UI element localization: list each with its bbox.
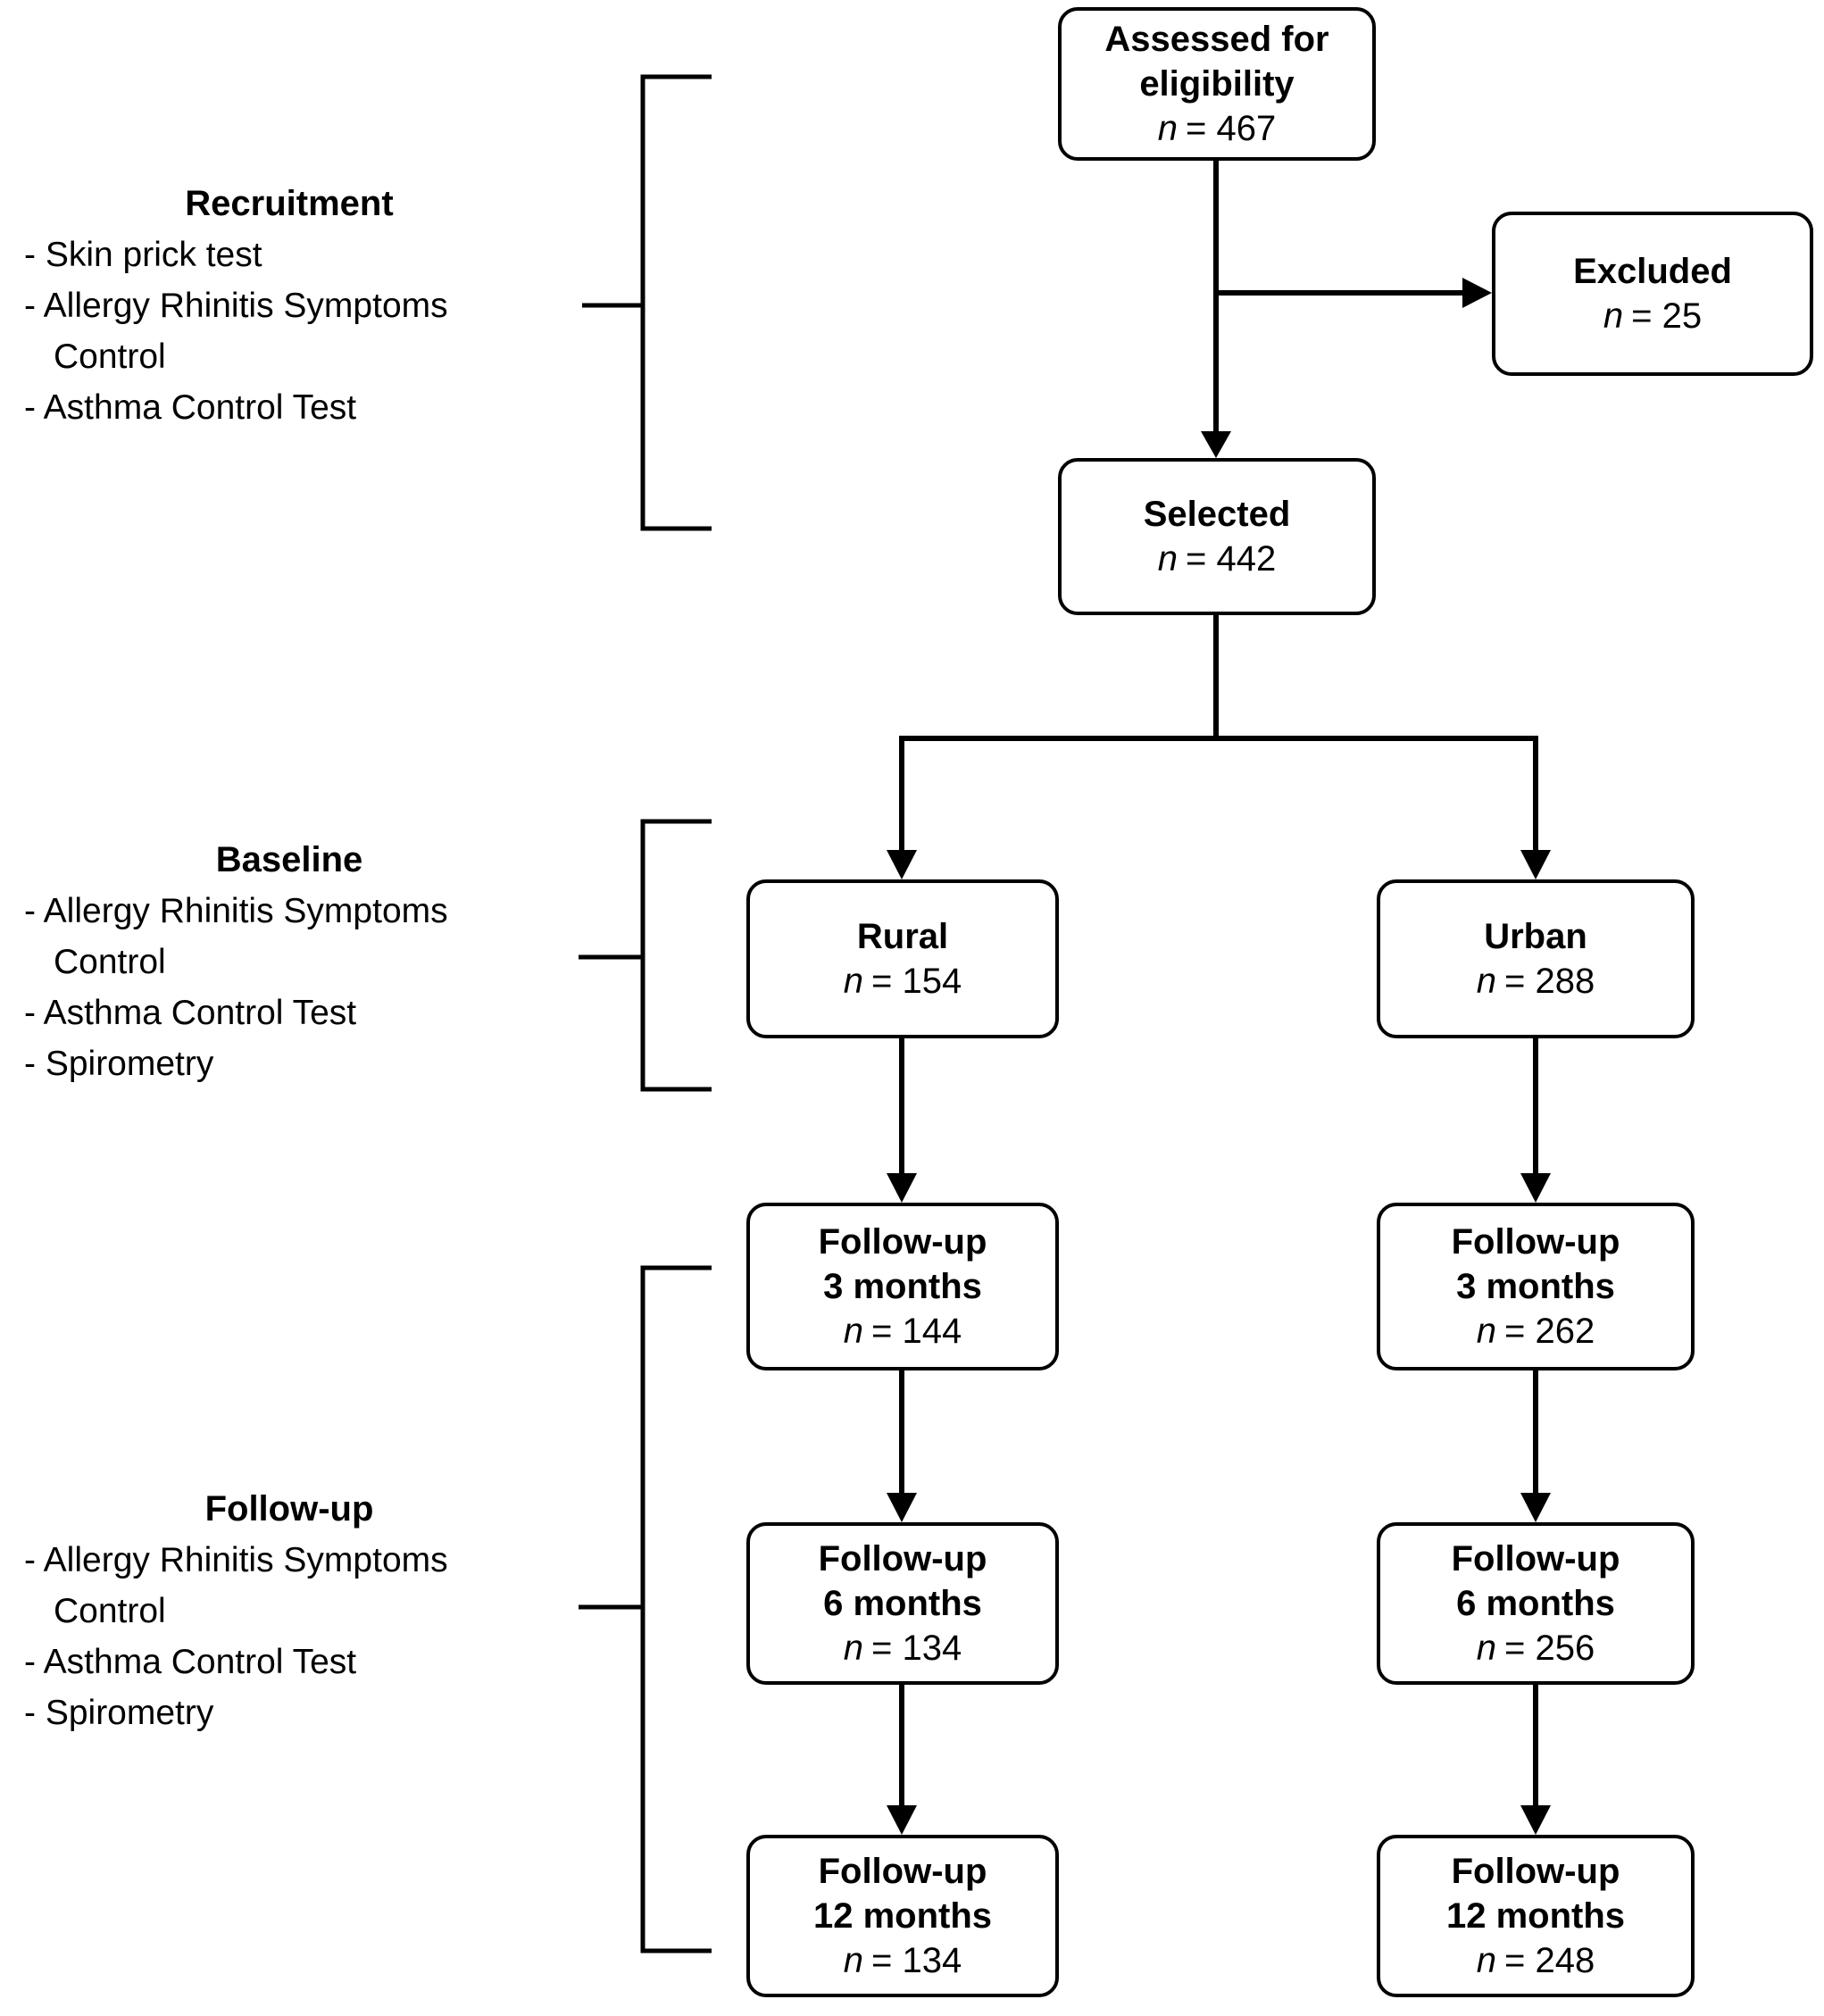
- box-count: n = 467: [1157, 109, 1277, 148]
- box-urban: [1377, 879, 1695, 1038]
- box-count: n = 262: [1476, 1312, 1595, 1351]
- stage-label-followup: [12, 1484, 566, 1738]
- box-count: n = 256: [1476, 1629, 1595, 1668]
- box-urban-followup-6-months: [1377, 1522, 1695, 1685]
- box-rural: [746, 879, 1059, 1038]
- box-title: 3 months: [823, 1267, 982, 1306]
- box-count: n = 134: [843, 1629, 962, 1668]
- box-rural-followup-6-months: [746, 1522, 1059, 1685]
- arrow-to-excluded: [1213, 278, 1492, 308]
- stage-item: - Spirometry: [24, 1045, 214, 1083]
- arrow-rural-fu3-to-fu6: [887, 1370, 917, 1522]
- box-urban-followup-3-months: [1377, 1203, 1695, 1370]
- stage-item: - Skin prick test: [24, 236, 262, 274]
- stage-item: - Asthma Control Test: [24, 994, 357, 1032]
- box-rural-followup-12-months: [746, 1835, 1059, 1997]
- box-title: Rural: [856, 917, 949, 956]
- stage-item: - Asthma Control Test: [24, 388, 357, 427]
- box-count: n = 25: [1603, 296, 1703, 336]
- box-count: n = 442: [1157, 539, 1277, 579]
- stage-item: - Spirometry: [24, 1694, 214, 1732]
- stage-title-baseline: Baseline: [215, 840, 363, 879]
- box-title: Urban: [1484, 917, 1587, 956]
- split-selected-to-rural-urban: [887, 615, 1551, 879]
- stage-item: - Allergy Rhinitis Symptoms Control: [24, 287, 448, 376]
- box-title: 6 months: [823, 1584, 982, 1623]
- arrow-urban-fu3-to-fu6: [1520, 1370, 1551, 1522]
- box-count: n = 248: [1476, 1941, 1595, 1980]
- box-rural-followup-3-months: [746, 1203, 1059, 1370]
- stage-item: - Asthma Control Test: [24, 1643, 357, 1681]
- box-title: 12 months: [1445, 1896, 1626, 1936]
- box-assessed-for-eligibility: [1058, 7, 1376, 161]
- arrow-rural-fu6-to-fu12: [887, 1685, 917, 1835]
- stage-label-baseline: [12, 835, 566, 1089]
- box-count: n = 134: [843, 1941, 962, 1980]
- arrow-assessed-to-selected: [1201, 161, 1231, 458]
- box-title: eligibility: [1139, 64, 1295, 104]
- bracket-recruitment: [582, 77, 712, 529]
- box-count: n = 288: [1476, 962, 1595, 1001]
- bracket-baseline: [579, 821, 712, 1089]
- arrow-urban-to-fu3: [1520, 1038, 1551, 1203]
- box-excluded: [1492, 212, 1813, 376]
- box-selected: [1058, 458, 1376, 615]
- box-title: Selected: [1143, 495, 1291, 534]
- stage-title-followup: Follow-up: [204, 1489, 374, 1529]
- box-urban-followup-12-months: [1377, 1835, 1695, 1997]
- box-title: 12 months: [812, 1896, 993, 1936]
- stage-title-recruitment: Recruitment: [185, 184, 394, 223]
- box-title: Follow-up: [1451, 1539, 1620, 1579]
- box-title: Follow-up: [1451, 1222, 1620, 1262]
- arrow-urban-fu6-to-fu12: [1520, 1685, 1551, 1835]
- box-title: Follow-up: [1451, 1852, 1620, 1891]
- box-title: Follow-up: [818, 1539, 987, 1579]
- arrow-rural-to-fu3: [887, 1038, 917, 1203]
- stage-label-recruitment: [12, 179, 566, 433]
- box-title: 3 months: [1456, 1267, 1615, 1306]
- stage-item: - Allergy Rhinitis Symptoms Control: [24, 1541, 448, 1630]
- box-title: Assessed for: [1104, 20, 1329, 59]
- box-count: n = 144: [843, 1312, 962, 1351]
- box-title: Follow-up: [818, 1852, 987, 1891]
- box-title: Excluded: [1573, 252, 1732, 291]
- box-title: Follow-up: [818, 1222, 987, 1262]
- bracket-followup: [579, 1268, 712, 1951]
- box-title: 6 months: [1456, 1584, 1615, 1623]
- box-count: n = 154: [843, 962, 962, 1001]
- stage-item: - Allergy Rhinitis Symptoms Control: [24, 892, 448, 981]
